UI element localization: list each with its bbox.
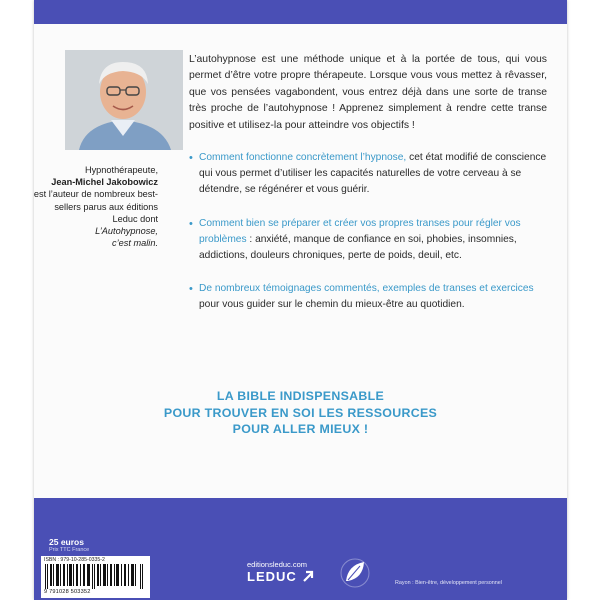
author-book-title: L’Autohypnose,: [95, 226, 158, 237]
barcode-digits: 9 791028 503352: [44, 589, 91, 595]
bullet-highlight: Comment fonctionne concrètement l’hypnose,: [199, 152, 407, 163]
intro-paragraph: L’autohypnose est une méthode unique et à la portée de tous, qui vous permet d’être votre propre thérapeute. Lorsque vous vous mettez à rêvasser, que vos pensées vagabondent, vous entrez déjà dans une sorte de transe très proche de l’autohypnose ! Apprenez simplement à rendre cette transe positive et utilisez-la pour atteindre vos objectifs !: [189, 54, 547, 131]
bullet-highlight: Comment bien se préparer et créer vos propres transes pour régler vos problèmes: [199, 217, 521, 245]
top-color-band: [34, 0, 567, 24]
bullet-item: [189, 281, 547, 313]
author-name: Jean-Michel Jakobowicz: [51, 177, 158, 188]
price-note: Prix TTC France: [49, 547, 90, 553]
bullet-dot-icon: •: [189, 217, 193, 230]
bullet-dot-icon: •: [189, 152, 193, 164]
author-bio: [34, 164, 158, 249]
tagline-line-1: LA BIBLE INDISPENSABLE: [216, 389, 385, 403]
barcode-block: [41, 556, 150, 598]
arrow-icon: [302, 569, 314, 583]
price: 25 euros: [49, 537, 84, 547]
bullet-text: pour vous guider sur le chemin du mieux-être au quotidien.: [199, 299, 465, 311]
bullet-dot-icon: •: [189, 283, 193, 296]
author-book-subtitle: c’est malin.: [112, 238, 158, 249]
bullet-item: [189, 216, 547, 265]
author-photo: [65, 50, 183, 150]
tagline-line-2: POUR TROUVER EN SOI LES RESSOURCES: [163, 405, 438, 420]
author-role: Hypnothérapeute,: [84, 165, 158, 175]
book-back-cover: [34, 0, 567, 600]
shelving-category: Rayon : Bien-être, développement personnel: [395, 580, 502, 586]
publisher-logo: LEDUC: [247, 569, 297, 584]
author-bio-text: est l’auteur de nombreux best-sellers parus aux éditions Leduc dont: [34, 189, 158, 224]
isbn: ISBN : 979-10-285-0335-2: [44, 557, 105, 563]
bullet-highlight: De nombreux témoignages commentés, exemples de transes et exercices: [199, 283, 534, 295]
tagline-line-3: POUR ALLER MIEUX !: [232, 422, 369, 436]
tagline: [34, 388, 567, 438]
bullet-list: [189, 150, 547, 331]
publisher-website: editionsleduc.com: [247, 560, 308, 569]
bullet-text: cet état modifié de conscience qui vous permet d’utiliser les capacités naturelles de votre cerveau à se détendre, se régénérer et vous guérir.: [199, 152, 547, 196]
bullet-text: : anxiété, manque de confiance en soi, phobies, insomnies, addictions, douleurs chroniques, perte de poids, deuil, etc.: [199, 233, 517, 262]
bullet-item: [189, 150, 547, 199]
barcode-icon: [45, 564, 145, 589]
eco-leaf-icon: [332, 551, 378, 595]
